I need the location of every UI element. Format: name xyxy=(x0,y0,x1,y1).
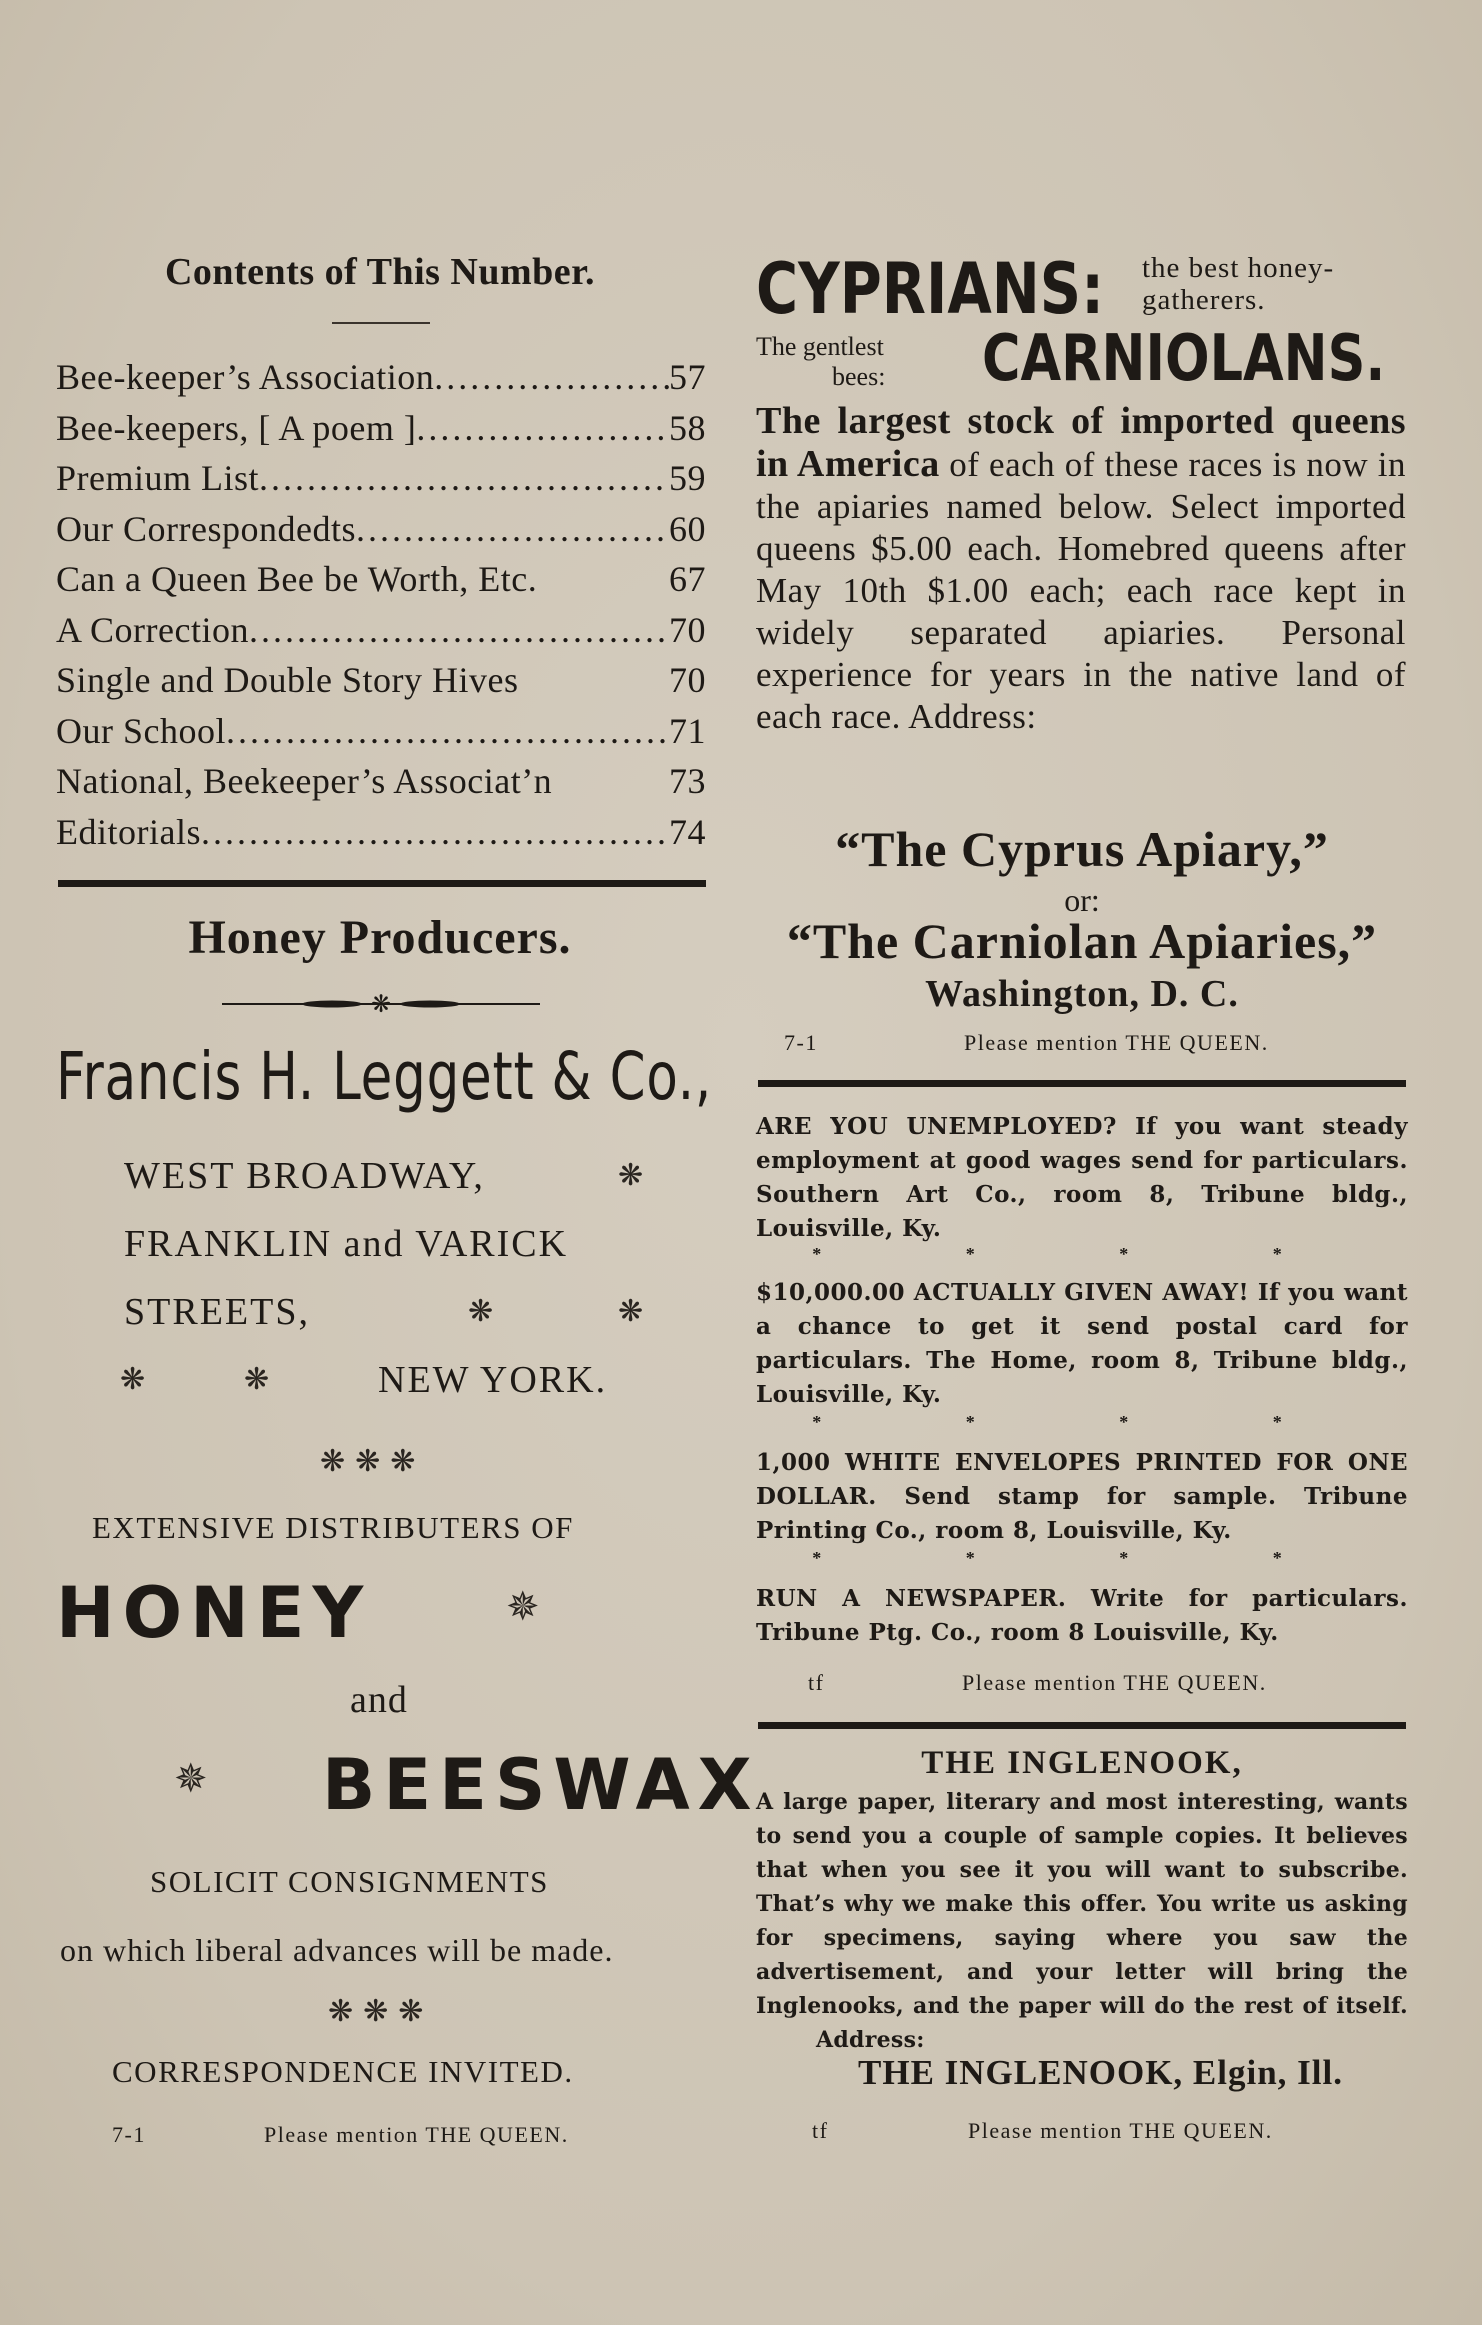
cyprians-note: the best honey- gatherers. xyxy=(1142,252,1335,316)
contents-item: National, Beekeeper’s Associat’n 73 xyxy=(56,761,706,801)
address-line-3: STREETS, xyxy=(124,1291,310,1333)
section-divider xyxy=(758,1080,1406,1087)
star-ornament-icon: ✵ xyxy=(174,1756,208,1802)
correspondence-line: CORRESPONDENCE INVITED. xyxy=(112,2054,574,2089)
and-word: and xyxy=(350,1679,408,1721)
inglenook-signature: THE INGLENOOK, Elgin, Ill. xyxy=(858,2053,1343,2092)
please-mention-note: Please mention THE QUEEN. xyxy=(968,2118,1273,2143)
apiary-name-2: “The Carniolan Apiaries,” xyxy=(786,913,1378,969)
ad-code: tf xyxy=(808,1670,825,1695)
contents-item: Bee-keeper’s Association ..... 57 xyxy=(56,352,706,403)
contents-list xyxy=(56,352,706,857)
asterism-ornament-icon: ❋ xyxy=(618,1294,644,1329)
firm-name: Francis H. Leggett & Co., xyxy=(56,1038,713,1115)
contents-item: A Correction ..... 70 xyxy=(56,605,706,656)
advances-line: on which liberal advances will be made. xyxy=(60,1932,614,1968)
asterism-ornament-icon: ❋ xyxy=(244,1362,270,1397)
ad-code: tf xyxy=(812,2118,829,2143)
classified-newspaper: RUN A NEWSPAPER. Write for particulars. Tribune Ptg. Co., room 8 Louisville, Ky. xyxy=(756,1585,1408,1646)
address-line-1: WEST BROADWAY, xyxy=(124,1155,485,1197)
apiary-name-1: “The Cyprus Apiary,” xyxy=(835,821,1329,877)
contents-item: Single and Double Story Hives 70 xyxy=(56,660,706,700)
carniolans-heading: CARNIOLANS. xyxy=(982,322,1386,396)
contents-item: Premium List ..... 59 xyxy=(56,453,706,504)
please-mention-note: Please mention THE QUEEN. xyxy=(962,1670,1267,1695)
address-line-2: FRANKLIN and VARICK xyxy=(124,1223,569,1265)
contents-item: Bee-keepers, [ A poem ] ..... 58 xyxy=(56,403,706,454)
honey-word: HONEY xyxy=(56,1572,372,1654)
contents-title: Contents of This Number. xyxy=(164,251,596,293)
asterism-ornament-icon: ❋ xyxy=(618,1158,644,1193)
inglenook-title: THE INGLENOOK, xyxy=(921,1745,1243,1781)
ad-code: 7-1 xyxy=(784,1030,818,1055)
asterism-ornament-icon: ❋ xyxy=(120,1362,146,1397)
contents-item: Our School ..... 71 xyxy=(56,706,706,757)
contents-item: Our Correspondedts ..... 60 xyxy=(56,504,706,555)
classified-unemployed: ARE YOU UNEMPLOYED? If you want steady employment at good wages send for particulars. Southern Art Co., room 8, Tribune bldg., Louisville, Ky. xyxy=(756,1113,1408,1242)
please-mention-note: Please mention THE QUEEN. xyxy=(264,2122,569,2147)
solicit-line: SOLICIT CONSIGNMENTS xyxy=(150,1864,549,1899)
cyprus-ad-body: The largest stock of imported queens in America of each of these races is now in the apiaries named below. Select imported queens $5.00 each. Homebred queens after May 10th $1.00 each; each race kept in widely separated apiaries. Personal experience for years in the native land of each race. Address: xyxy=(756,400,1406,736)
classified-envelopes: 1,000 WHITE ENVELOPES PRINTED FOR ONE DOLLAR. Send stamp for sample. Tribune Printing Co., room 8, Louisville, Ky. xyxy=(756,1449,1408,1544)
inglenook-body: A large paper, literary and most interesting, wants to send you a couple of sample copies. It believes that when you see it you will want to subscribe. That’s why we make this offer. You write us asking for specimens, saying where you saw the advertisement, and your letter will bring the Inglenooks, and the paper will do the rest of itself. Address: xyxy=(756,1789,1408,2053)
svg-text:❋: ❋ xyxy=(370,990,392,1018)
section-divider xyxy=(758,1722,1406,1729)
section-divider xyxy=(58,880,706,887)
star-separator: * * * * xyxy=(812,1548,1352,1568)
classified-given-away: $10,000.00 ACTUALLY GIVEN AWAY! If you want a chance to get it send postal card for particulars. The Home, room 8, Tribune bldg., Louisville, Ky. xyxy=(756,1279,1408,1408)
beeswax-word: BEESWAX xyxy=(322,1744,760,1826)
star-separator: * * * * xyxy=(812,1244,1352,1264)
contents-item: Can a Queen Bee be Worth, Etc. 67 xyxy=(56,559,706,599)
address-line-4: NEW YORK. xyxy=(378,1359,608,1401)
ad-code: 7-1 xyxy=(112,2122,146,2147)
gentlest-note: The gentlest bees: xyxy=(756,332,886,391)
distributers-line: EXTENSIVE DISTRIBUTERS OF xyxy=(92,1510,574,1545)
asterism-ornament-row-icon: ❋❋❋ xyxy=(328,1994,434,2029)
star-separator: * * * * xyxy=(812,1412,1352,1432)
flourish-ornament xyxy=(222,990,540,1018)
apiary-city: Washington, D. C. xyxy=(925,973,1239,1015)
honey-producers-heading: Honey Producers. xyxy=(188,911,572,964)
asterism-ornament-icon: ❋ xyxy=(468,1294,494,1329)
asterism-ornament-row-icon: ❋❋❋ xyxy=(320,1444,426,1479)
star-ornament-icon: ✵ xyxy=(506,1584,540,1630)
please-mention-note: Please mention THE QUEEN. xyxy=(964,1030,1269,1055)
contents-item: Editorials ..... 74 xyxy=(56,807,706,858)
or-word: or: xyxy=(1064,882,1100,918)
contents-title-rule xyxy=(332,322,430,324)
cyprians-heading: CYPRIANS: xyxy=(756,248,1105,330)
